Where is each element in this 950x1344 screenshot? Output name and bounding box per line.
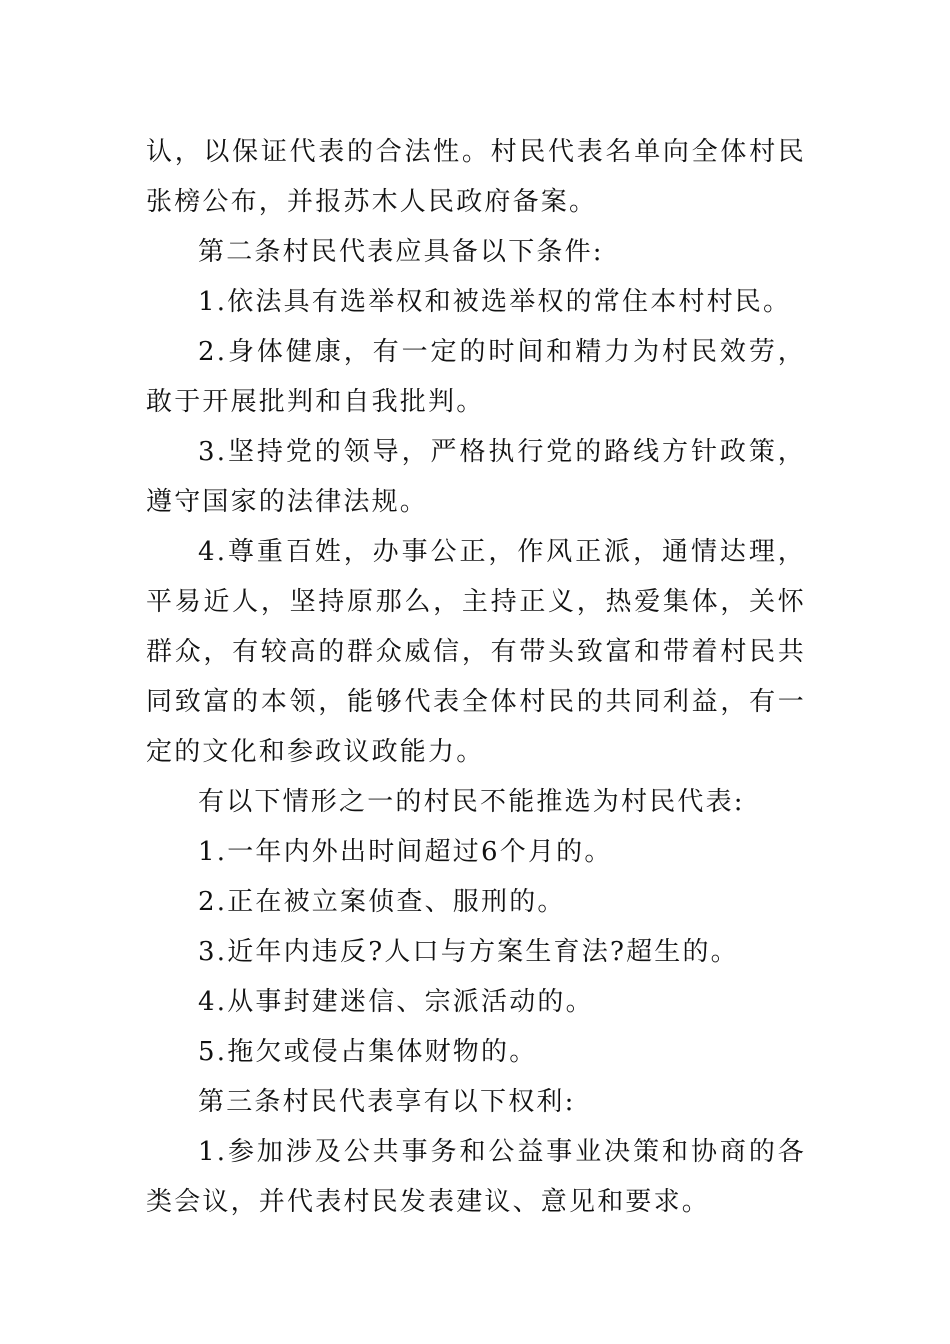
- condition-item-1: 1.依法具有选举权和被选举权的常住本村村民。: [198, 287, 792, 317]
- article-2-heading: 第二条村民代表应具备以下条件:: [198, 237, 604, 267]
- disqualification-item-2: 2.正在被立案侦查、服刑的。: [198, 887, 566, 917]
- condition-item-2: 2.身体健康，有一定的时间和精力为村民效劳，敢于开展批判和自我批判。: [146, 337, 806, 417]
- disqualification-item-5: 5.拖欠或侵占集体财物的。: [198, 1037, 538, 1067]
- disqualification-heading: 有以下情形之一的村民不能推选为村民代表:: [198, 787, 745, 817]
- document-body: [146, 127, 806, 1227]
- condition-item-3: 3.坚持党的领导，严格执行党的路线方针政策，遵守国家的法律法规。: [146, 437, 806, 517]
- article-3-heading: 第三条村民代表享有以下权利:: [198, 1087, 576, 1117]
- paragraph-continuation: 认，以保证代表的合法性。村民代表名单向全体村民张榜公布，并报苏木人民政府备案。: [146, 137, 806, 217]
- condition-item-4: 4.尊重百姓，办事公正，作风正派，通情达理，平易近人，坚持原那么，主持正义，热爱集体，关怀群众，有较高的群众威信，有带头致富和带着村民共同致富的本领，能够代表全体村民的共同利益，有一定的文化和参政议政能力。: [146, 537, 806, 767]
- disqualification-item-1: 1.一年内外出时间超过6个月的。: [198, 837, 613, 867]
- disqualification-item-4: 4.从事封建迷信、宗派活动的。: [198, 987, 594, 1017]
- disqualification-item-3: 3.近年内违反?人口与方案生育法?超生的。: [198, 937, 739, 967]
- rights-item-1: 1.参加涉及公共事务和公益事业决策和协商的各类会议，并代表村民发表建议、意见和要求。: [146, 1137, 806, 1217]
